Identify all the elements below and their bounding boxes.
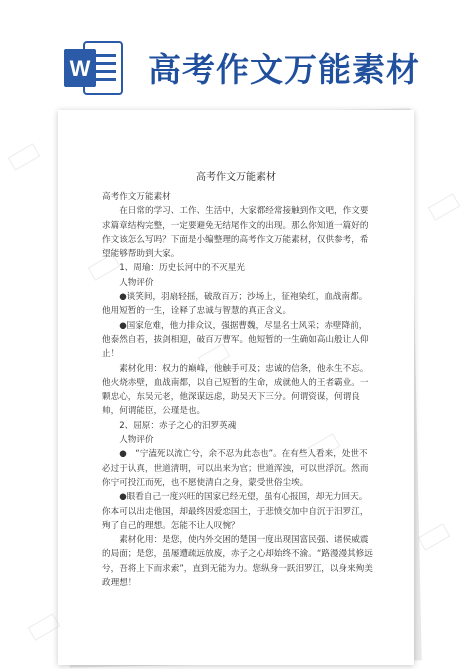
document-title: 高考作文万能素材	[196, 172, 276, 183]
paragraph-label-evaluation-2: 人物评价	[102, 435, 154, 446]
paragraph-subtitle: 高考作文万能素材	[102, 192, 171, 202]
paragraph-label-evaluation: 人物评价	[102, 277, 154, 288]
paragraph-zhouyu-1: ●谈笑间，羽扇轻摇，破敌百万；沙场上，征袍染红，血战南都。他用短暂的一生，诠释了忠诚与智慧的真正含义。	[102, 292, 368, 317]
paragraph-heading-quyuan: 2、屈原：赤子之心的汨罗英魂	[102, 420, 237, 431]
paragraph-quyuan-2: ●眼看自己一度兴旺的国家已经无望，虽有心报国，却无力回天。你本可以出走他国，却最终因爱恋国土，于悲愤交加中自沉于汨罗江，殉了自己的理想。怎能不让人叹惋？	[102, 492, 369, 531]
paragraph-zhouyu-usage: 素材化用：权力的巅峰，他触手可及；忠诚的信条，他永生不忘。他火烧赤壁，血战南都，以自己短暂的生命，成就他人的王者霸业。一颗忠心，东吴元老，他深谋远虑，助吴天下三分。何谓资谋，何谓良帅，何谓能臣，公瑾是也。	[102, 363, 369, 417]
banner-title: 高考作文万能素材	[148, 50, 420, 89]
svg-text:W: W	[69, 56, 91, 81]
document-page	[58, 110, 414, 665]
paragraph-intro: 在日常的学习、工作、生活中，大家都经常接触到作文吧，作文要求篇章结构完整，一定要避免无结尾作文的出现。那么你知道一篇好的作文该怎么写吗？下面是小编整理的高考作文万能素材，仅供参考，希望能够帮助到大家。	[102, 206, 369, 260]
paragraph-zhouyu-2: ●国家危难，他力排众议，强据曹魏，尽显名士风采；赤壁降前，他泰然自若，拔剑相迎，破百万曹军。他短暂的一生确如高山般让人仰止！	[102, 320, 369, 360]
document-body	[102, 190, 374, 590]
paragraph-heading-zhouyu: 1、周瑜：历史长河中的不灭星光	[102, 263, 245, 274]
paragraph-quyuan-usage: 素材化用：是您，使内外交困的楚国一度出现国富民强、诸侯威震的局面；是您，虽屡遭疏远放废，赤子之心却始终不渝。“路漫漫其修远兮，吾将上下而求索”，直到无能为力。您纵身一跃汨罗江，以身来殉美政理想！	[102, 535, 373, 589]
paragraph-quyuan-1: ● “宁溘死以流亡兮，余不忍为此态也”。在有些人看来，处世不必过于认真，世道清明，可以出来为官；世道浑浊，可以世浮沉。然而你宁可投江而死，也不愿使清白之身，蒙受世俗尘埃。	[102, 449, 369, 488]
word-document-icon	[62, 40, 124, 96]
